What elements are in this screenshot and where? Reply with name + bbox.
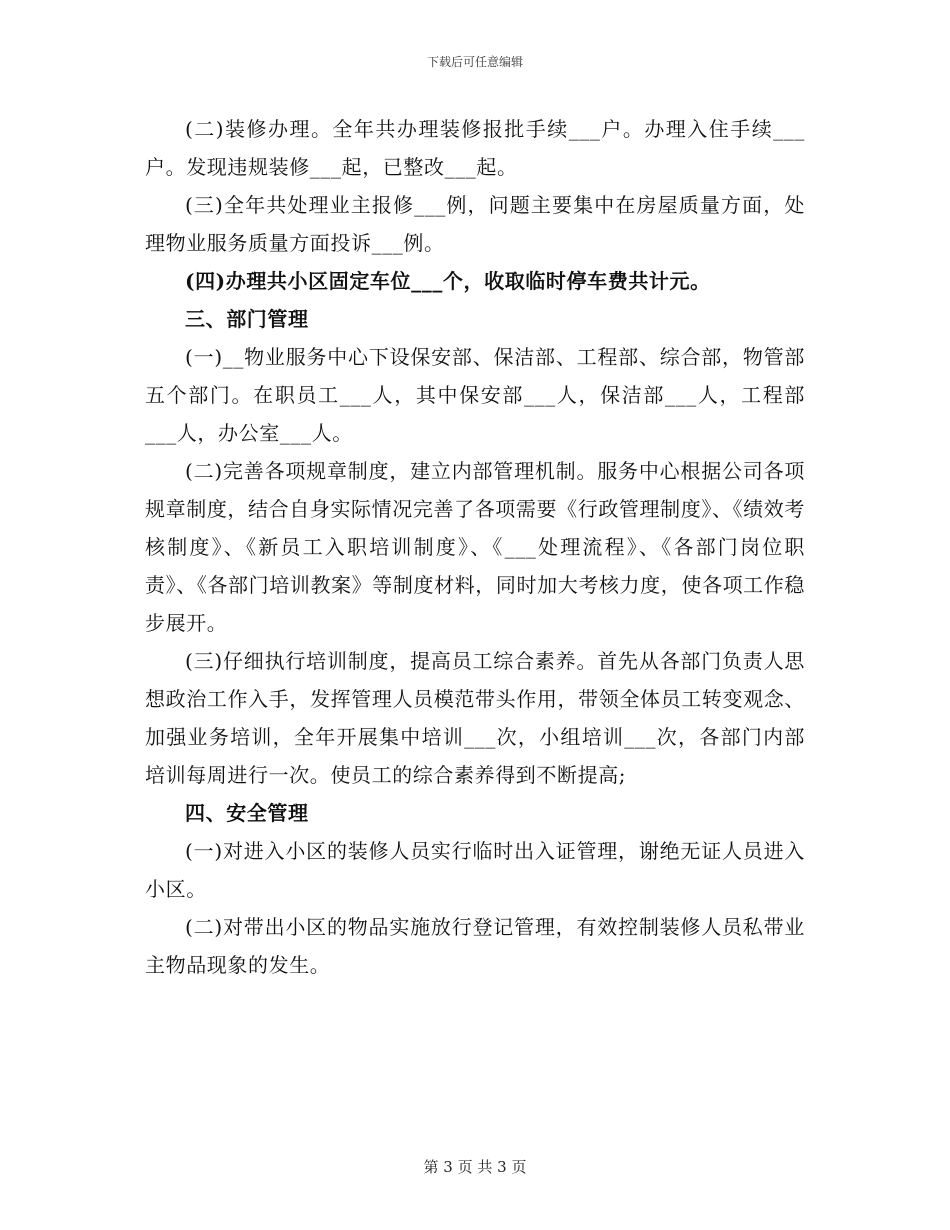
section-heading-department-management: 三、部门管理 bbox=[185, 307, 309, 331]
section-heading-safety-management: 四、安全管理 bbox=[185, 801, 309, 825]
paragraph-repairs: (三)全年共处理业主报修___例，问题主要集中在房屋质量方面，处理物业服务质量方面投诉___例。 bbox=[145, 193, 805, 255]
page-number: 第 3 页 共 3 页 bbox=[423, 1158, 527, 1176]
paragraph-regulations: (二)完善各项规章制度，建立内部管理机制。服务中心根据公司各项规章制度，结合自身实际情况完善了各项需要《行政管理制度》、《绩效考核制度》、《新员工入职培训制度》、《___处理流程》、《各部门岗位职责》、《各部门培训教案》等制度材料，同时加大考核力度，使各项工作稳步展开。 bbox=[145, 459, 805, 635]
paragraph-parking: (四)办理共小区固定车位___个，收取临时停车费共计元。 bbox=[185, 269, 711, 293]
paragraph-entry-pass: (一)对进入小区的装修人员实行临时出入证管理，谢绝无证人员进入小区。 bbox=[145, 839, 805, 901]
paragraph-item-release: (二)对带出小区的物品实施放行登记管理，有效控制装修人员私带业主物品现象的发生。 bbox=[145, 915, 805, 977]
paragraph-departments: (一)__物业服务中心下设保安部、保洁部、工程部、综合部，物管部五个部门。在职员工___人，其中保安部___人，保洁部___人，工程部___人，办公室___人。 bbox=[145, 345, 805, 445]
page-header-note: 下载后可任意编辑 bbox=[426, 55, 523, 69]
paragraph-renovation: (二)装修办理。全年共办理装修报批手续___户。办理入住手续___户。发现违规装修___起，已整改___起。 bbox=[145, 117, 805, 179]
paragraph-training: (三)仔细执行培训制度，提高员工综合素养。首先从各部门负责人思想政治工作入手，发挥管理人员模范带头作用，带领全体员工转变观念、加强业务培训，全年开展集中培训___次，小组培训___次，各部门内部培训每周进行一次。使员工的综合素养得到不断提高; bbox=[145, 649, 805, 787]
document-body bbox=[145, 110, 805, 984]
